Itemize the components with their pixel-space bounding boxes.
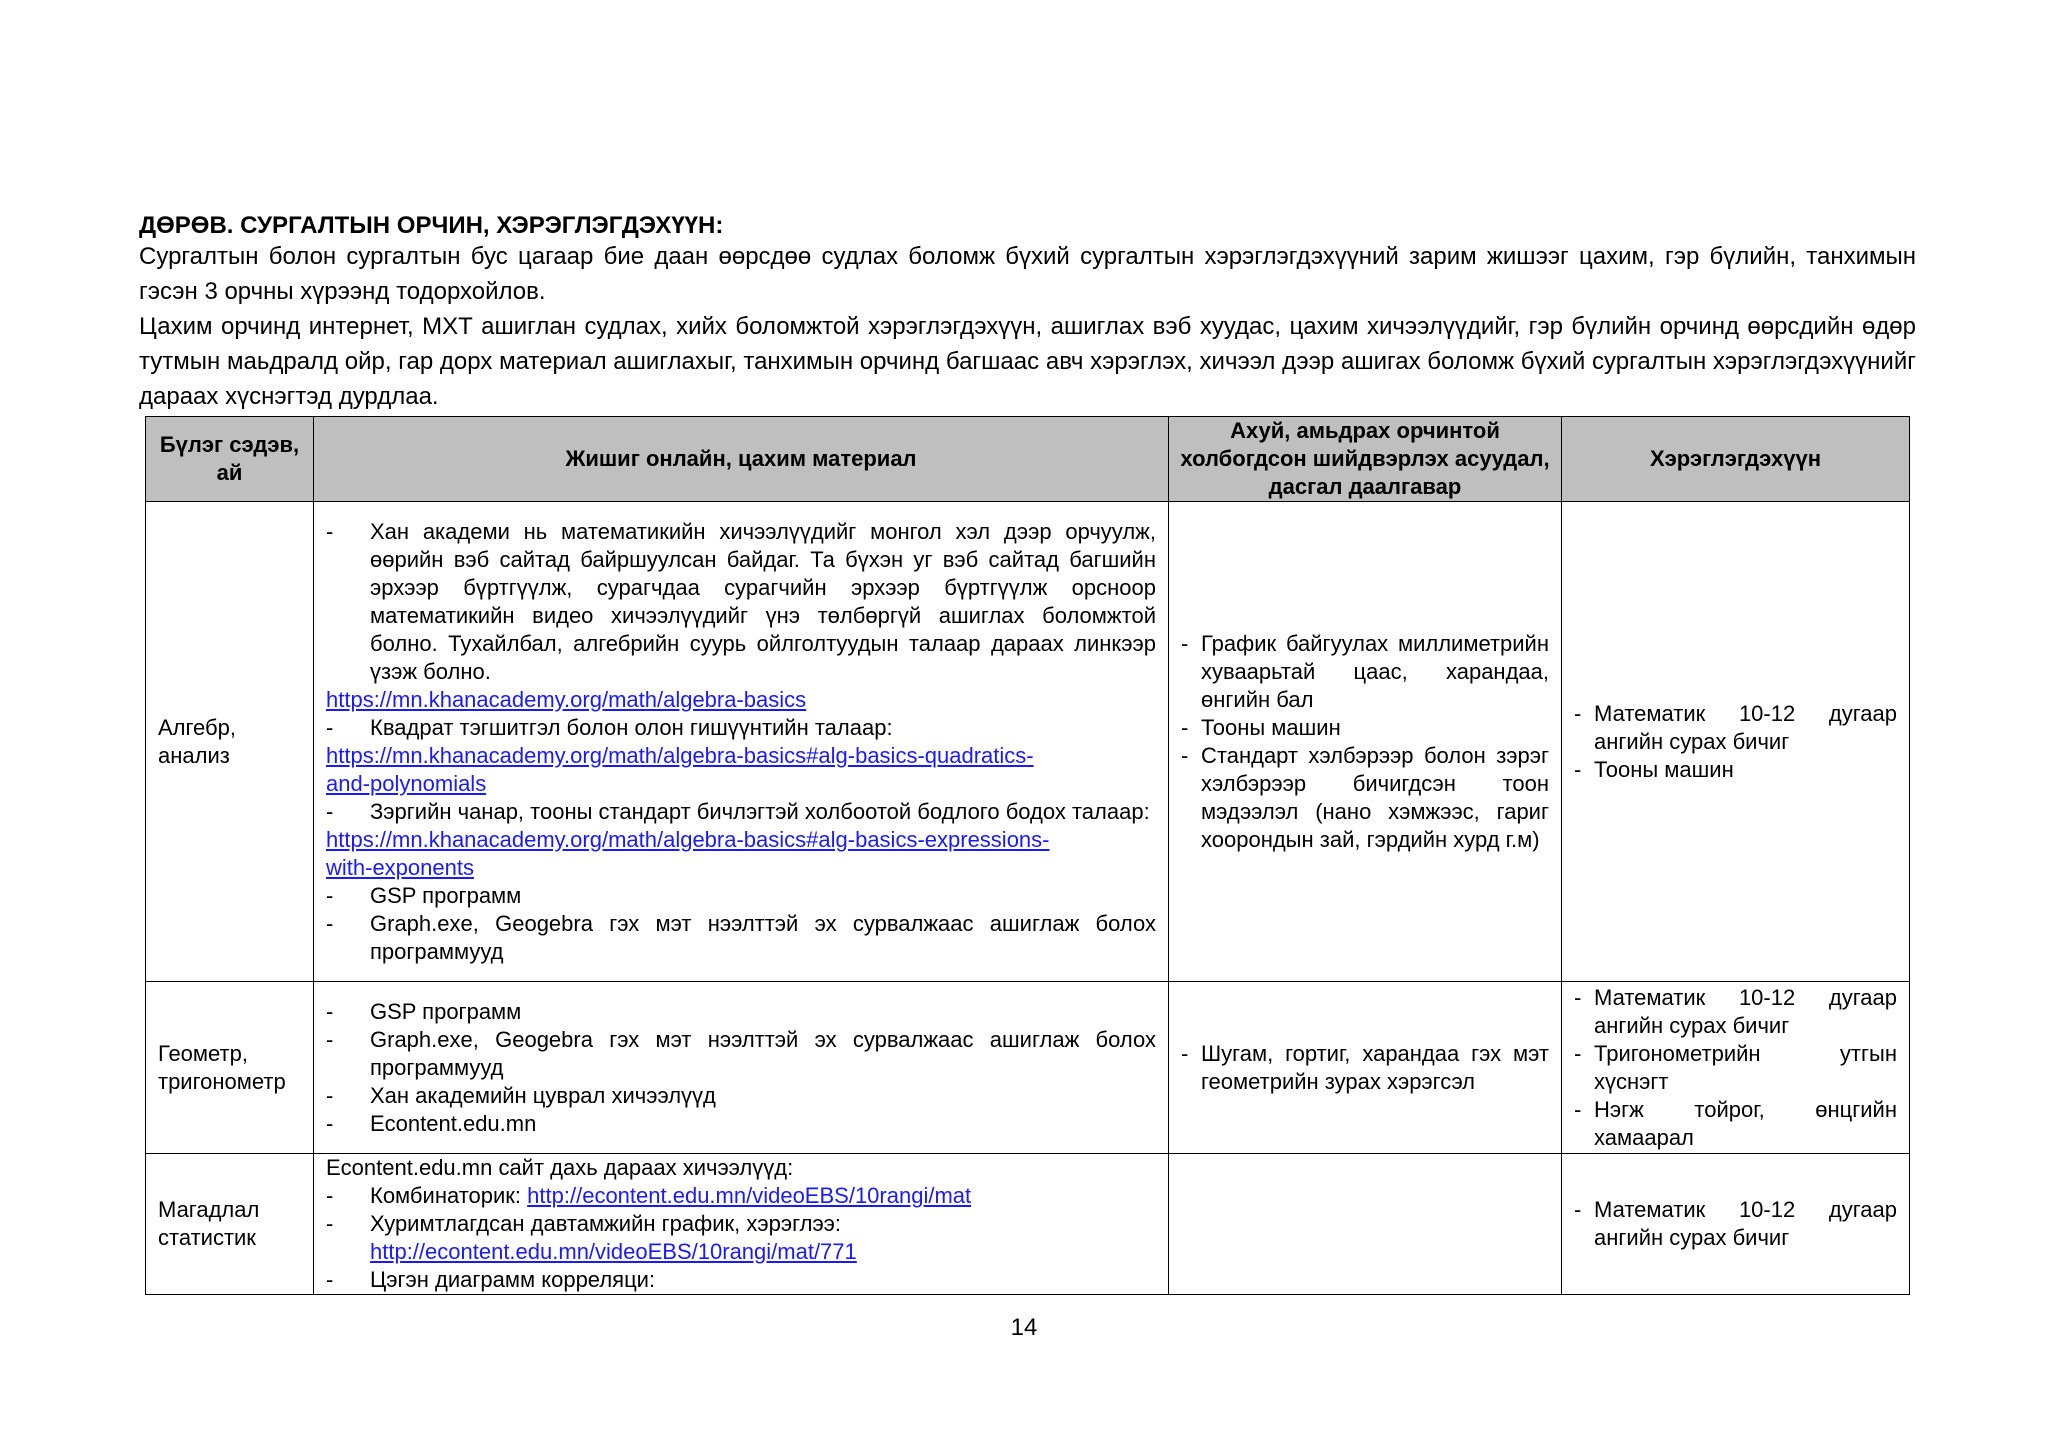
tools-cell xyxy=(1562,1154,1910,1295)
header-tasks: Ахуй, амьдрах орчинтой холбогдсон шийдвэрлэх асуудал, дасгал даалгавар xyxy=(1169,417,1562,502)
list-item: - Econtent.edu.mn xyxy=(326,1110,537,1136)
khanacademy-algebra-link[interactable]: https://mn.khanacademy.org/math/algebra-basics xyxy=(326,686,807,712)
list-item: - Цэгэн диаграмм корреляци: xyxy=(326,1267,656,1292)
list-item: - График байгуулах миллиметрийн хуваарьтай цаас, харандаа, өнгийн бал xyxy=(1181,630,1549,712)
header-topic: Бүлэг сэдэв, ай xyxy=(146,417,314,502)
materials-table xyxy=(145,416,1910,1295)
econtent-combinatorics-link[interactable]: http://econtent.edu.mn/videoEBS/10rangi/mat xyxy=(527,1183,972,1208)
list-item: - Хан академийн цуврал хичээлүүд xyxy=(326,1082,716,1108)
topic-cell: Магадлал статистик xyxy=(146,1154,314,1295)
econtent-intro: Econtent.edu.mn сайт дахь дараах хичээлүүд: xyxy=(326,1155,794,1180)
page-number: 14 xyxy=(1010,1314,1038,1341)
econtent-frequency-link[interactable]: http://econtent.edu.mn/videoEBS/10rangi/mat/771 xyxy=(370,1239,857,1264)
list-item: - Тооны машин xyxy=(1574,756,1734,782)
topic-cell: Алгебр, анализ xyxy=(146,502,314,982)
list-item: - Зэргийн чанар, тооны стандарт бичлэгтэй холбоотой бодлого бодох талаар: xyxy=(326,798,1150,824)
table-row xyxy=(146,982,1910,1154)
list-item: - Математик 10-12 дугаар ангийн сурах бичиг xyxy=(1574,1197,1897,1250)
list-item: - Математик 10-12 дугаар ангийн сурах бичиг xyxy=(1574,984,1897,1038)
table-row xyxy=(146,502,1910,982)
khanacademy-quadratics-link[interactable]: https://mn.khanacademy.org/math/algebra-basics#alg-basics-quadratics- xyxy=(326,742,1034,768)
tools-cell xyxy=(1562,982,1910,1154)
online-material-cell xyxy=(314,982,1169,1154)
list-item: - Нэгж тойрог, өнцгийн хамаарал xyxy=(1574,1096,1897,1150)
intro-paragraph: Сургалтын болон сургалтын бус цагаар бие даан өөрсдөө судлах боломж бүхий сургалтын хэрэглэгдэхүүний зарим жишээг цахим, гэр бүлийн, танхимын гэсэн 3 орчны хүрээнд тодорхойлов. xyxy=(139,243,1916,305)
list-item: - Комбинаторик: http://econtent.edu.mn/videoEBS/10rangi/mat xyxy=(326,1183,972,1208)
online-material-cell xyxy=(314,502,1169,982)
list-item: - Тооны машин xyxy=(1181,714,1341,740)
description-paragraph: Цахим орчинд интернет, МХТ ашиглан судлах, хийх боломжтой хэрэглэгдэхүүн, ашиглах вэб хуудас, цахим хичээлүүдийг, гэр бүлийн орчинд өөрсдийн өдөр тутмын маьдралд ойр, гар дорх материал ашиглахыг, танхимын орчинд багшаас авч хэрэглэх, хичээл дээр ашигах боломж бүхий сургалтын хэрэглэгдэхүүнийг дараах хүснэгтэд дурдлаа. xyxy=(139,313,1916,410)
tasks-cell xyxy=(1169,1154,1562,1295)
tasks-cell xyxy=(1169,502,1562,982)
topic-cell: Геометр, тригонометр xyxy=(146,982,314,1154)
list-item: - Хуримтлагдсан давтамжийн график, хэрэглээ: http://econtent.edu.mn/videoEBS/10rangi/mat/771 xyxy=(326,1211,857,1264)
section-heading: ДӨРӨВ. СУРГАЛТЫН ОРЧИН, ХЭРЭГЛЭГДЭХҮҮН: xyxy=(139,212,724,239)
list-item: - Хан академи нь математикийн хичээлүүдийг монгол хэл дээр орчуулж, өөрийн вэб сайтад байршуулсан байдаг. Та бүхэн уг вэб сайтад багшийн эрхээр бүртгүүлж, сурагчдаа сурагчийн эрхээр бүртгүүлж орсноор математикийн видео хичээлүүдийг үнэ төлбөргүй ашиглах боломжтой болно. Тухайлбал, алгебрийн суурь ойлголтуудын талаар дараах линкээр үзэж болно. xyxy=(326,518,1156,684)
khanacademy-quadratics-link-cont[interactable]: and-polynomials xyxy=(326,770,487,796)
tasks-cell xyxy=(1169,982,1562,1154)
header-tools: Хэрэглэгдэхүүн xyxy=(1562,417,1910,502)
table-header-row xyxy=(146,417,1910,502)
list-item: - Graph.exe, Geogebra гэх мэт нээлттэй эх сурвалжаас ашиглаж болох программууд xyxy=(326,910,1156,964)
tools-cell xyxy=(1562,502,1910,982)
list-item: - Graph.exe, Geogebra гэх мэт нээлттэй эх сурвалжаас ашиглаж болох программууд xyxy=(326,1026,1156,1080)
khanacademy-exponents-link[interactable]: https://mn.khanacademy.org/math/algebra-basics#alg-basics-expressions- xyxy=(326,826,1050,852)
list-item: - Квадрат тэгшитгэл болон олон гишүүнтийн талаар: xyxy=(326,714,893,740)
table-row xyxy=(146,1154,1910,1295)
list-item: - Тригонометрийн утгын хүснэгт xyxy=(1574,1040,1897,1094)
list-item: - GSP программ xyxy=(326,882,522,908)
list-item: - Математик 10-12 дугаар ангийн сурах бичиг xyxy=(1574,700,1897,754)
list-item: - Шугам, гортиг, харандаа гэх мэт геометрийн зурах хэрэгсэл xyxy=(1181,1040,1549,1094)
list-item: - Стандарт хэлбэрээр болон зэрэг хэлбэрээр бичигдсэн тоон мэдээлэл (нано хэмжээс, гариг хоорондын зай, гэрдийн хурд г.м) xyxy=(1181,742,1549,852)
online-material-cell xyxy=(314,1154,1169,1295)
list-item: - GSP программ xyxy=(326,998,522,1024)
khanacademy-exponents-link-cont[interactable]: with-exponents xyxy=(326,854,474,880)
header-online-material: Жишиг онлайн, цахим материал xyxy=(314,417,1169,502)
